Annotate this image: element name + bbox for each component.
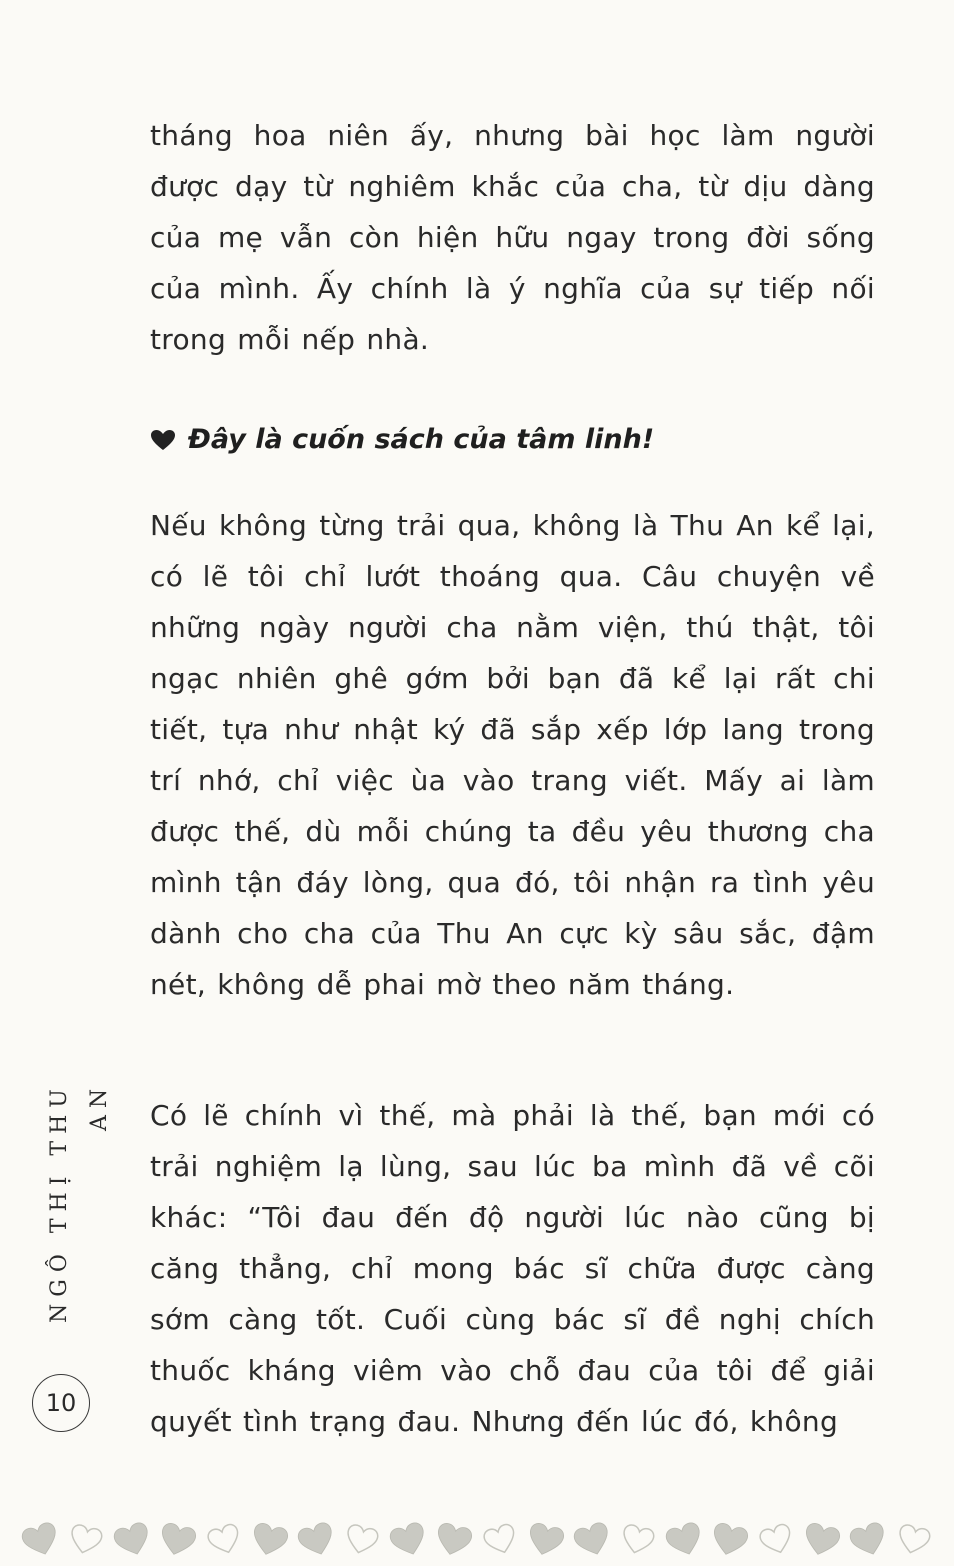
heart-icon: [664, 1521, 705, 1559]
page-number: 10: [32, 1374, 90, 1432]
heart-icon: [20, 1521, 61, 1559]
heading-text: Đây là cuốn sách của tâm linh!: [188, 424, 655, 455]
heart-icon: [158, 1522, 198, 1559]
author-name-vertical: NGÔ THỊ THU AN: [47, 1082, 112, 1323]
heart-icon: [758, 1523, 795, 1557]
heart-icon: [896, 1523, 931, 1556]
paragraph-text: tháng hoa niên ấy, nhưng bài học làm người được dạy từ nghiêm khắc của cha, từ dịu dàng của mẹ vẫn còn hiện hữu ngay trong đời sống của mình. Ấy chính là ý nghĩa của sự tiếp nối trong mỗi nếp nhà.: [150, 119, 875, 356]
paragraph-continuation: [150, 110, 875, 365]
section-heading: [150, 424, 654, 455]
heart-icon: [482, 1523, 519, 1557]
heart-icon: [848, 1521, 889, 1559]
heart-icon: [68, 1523, 103, 1556]
heart-icon: [572, 1521, 613, 1559]
heart-icon: [250, 1522, 290, 1559]
heart-icon: [206, 1523, 243, 1557]
heart-icon: [620, 1523, 655, 1556]
heart-icon: [710, 1522, 750, 1559]
heart-icon: [112, 1521, 153, 1559]
heart-icon: [526, 1522, 566, 1559]
heart-icon: [802, 1522, 842, 1559]
paragraph: [150, 500, 875, 1010]
paragraph: [150, 1090, 875, 1447]
heart-icon: [434, 1522, 474, 1559]
heart-icon: [150, 429, 176, 451]
heart-icon: [296, 1521, 337, 1559]
paragraph-text: Có lẽ chính vì thế, mà phải là thế, bạn mới có trải nghiệm lạ lùng, sau lúc ba mình đã về cõi khác: “Tôi đau đến độ người lúc nào cũng bị căng thẳng, chỉ mong bác sĩ chữa được càng sớm càng tốt. Cuối cùng bác sĩ đề nghị chích thuốc kháng viêm vào chỗ đau của tôi để giải quyết tình trạng đau. Nhưng đến lúc đó, không: [150, 1099, 875, 1438]
paragraph-text: Nếu không từng trải qua, không là Thu An kể lại, có lẽ tôi chỉ lướt thoáng qua. Câu chuyện về những ngày người cha nằm viện, thú thật, tôi ngạc nhiên ghê gớm bởi bạn đã kể lại rất chi tiết, tựa như nhật ký đã sắp xếp lớp lang trong trí nhớ, chỉ việc ùa vào trang viết. Mấy ai làm được thế, dù mỗi chúng ta đều yêu thương cha mình tận đáy lòng, qua đó, tôi nhận ra tình yêu dành cho cha của Thu An cực kỳ sâu sắc, đậm nét, không dễ phai mờ theo năm tháng.: [150, 509, 875, 1001]
heart-icon: [388, 1521, 429, 1559]
heart-icon: [344, 1523, 379, 1556]
footer-heart-border: [0, 1506, 954, 1566]
